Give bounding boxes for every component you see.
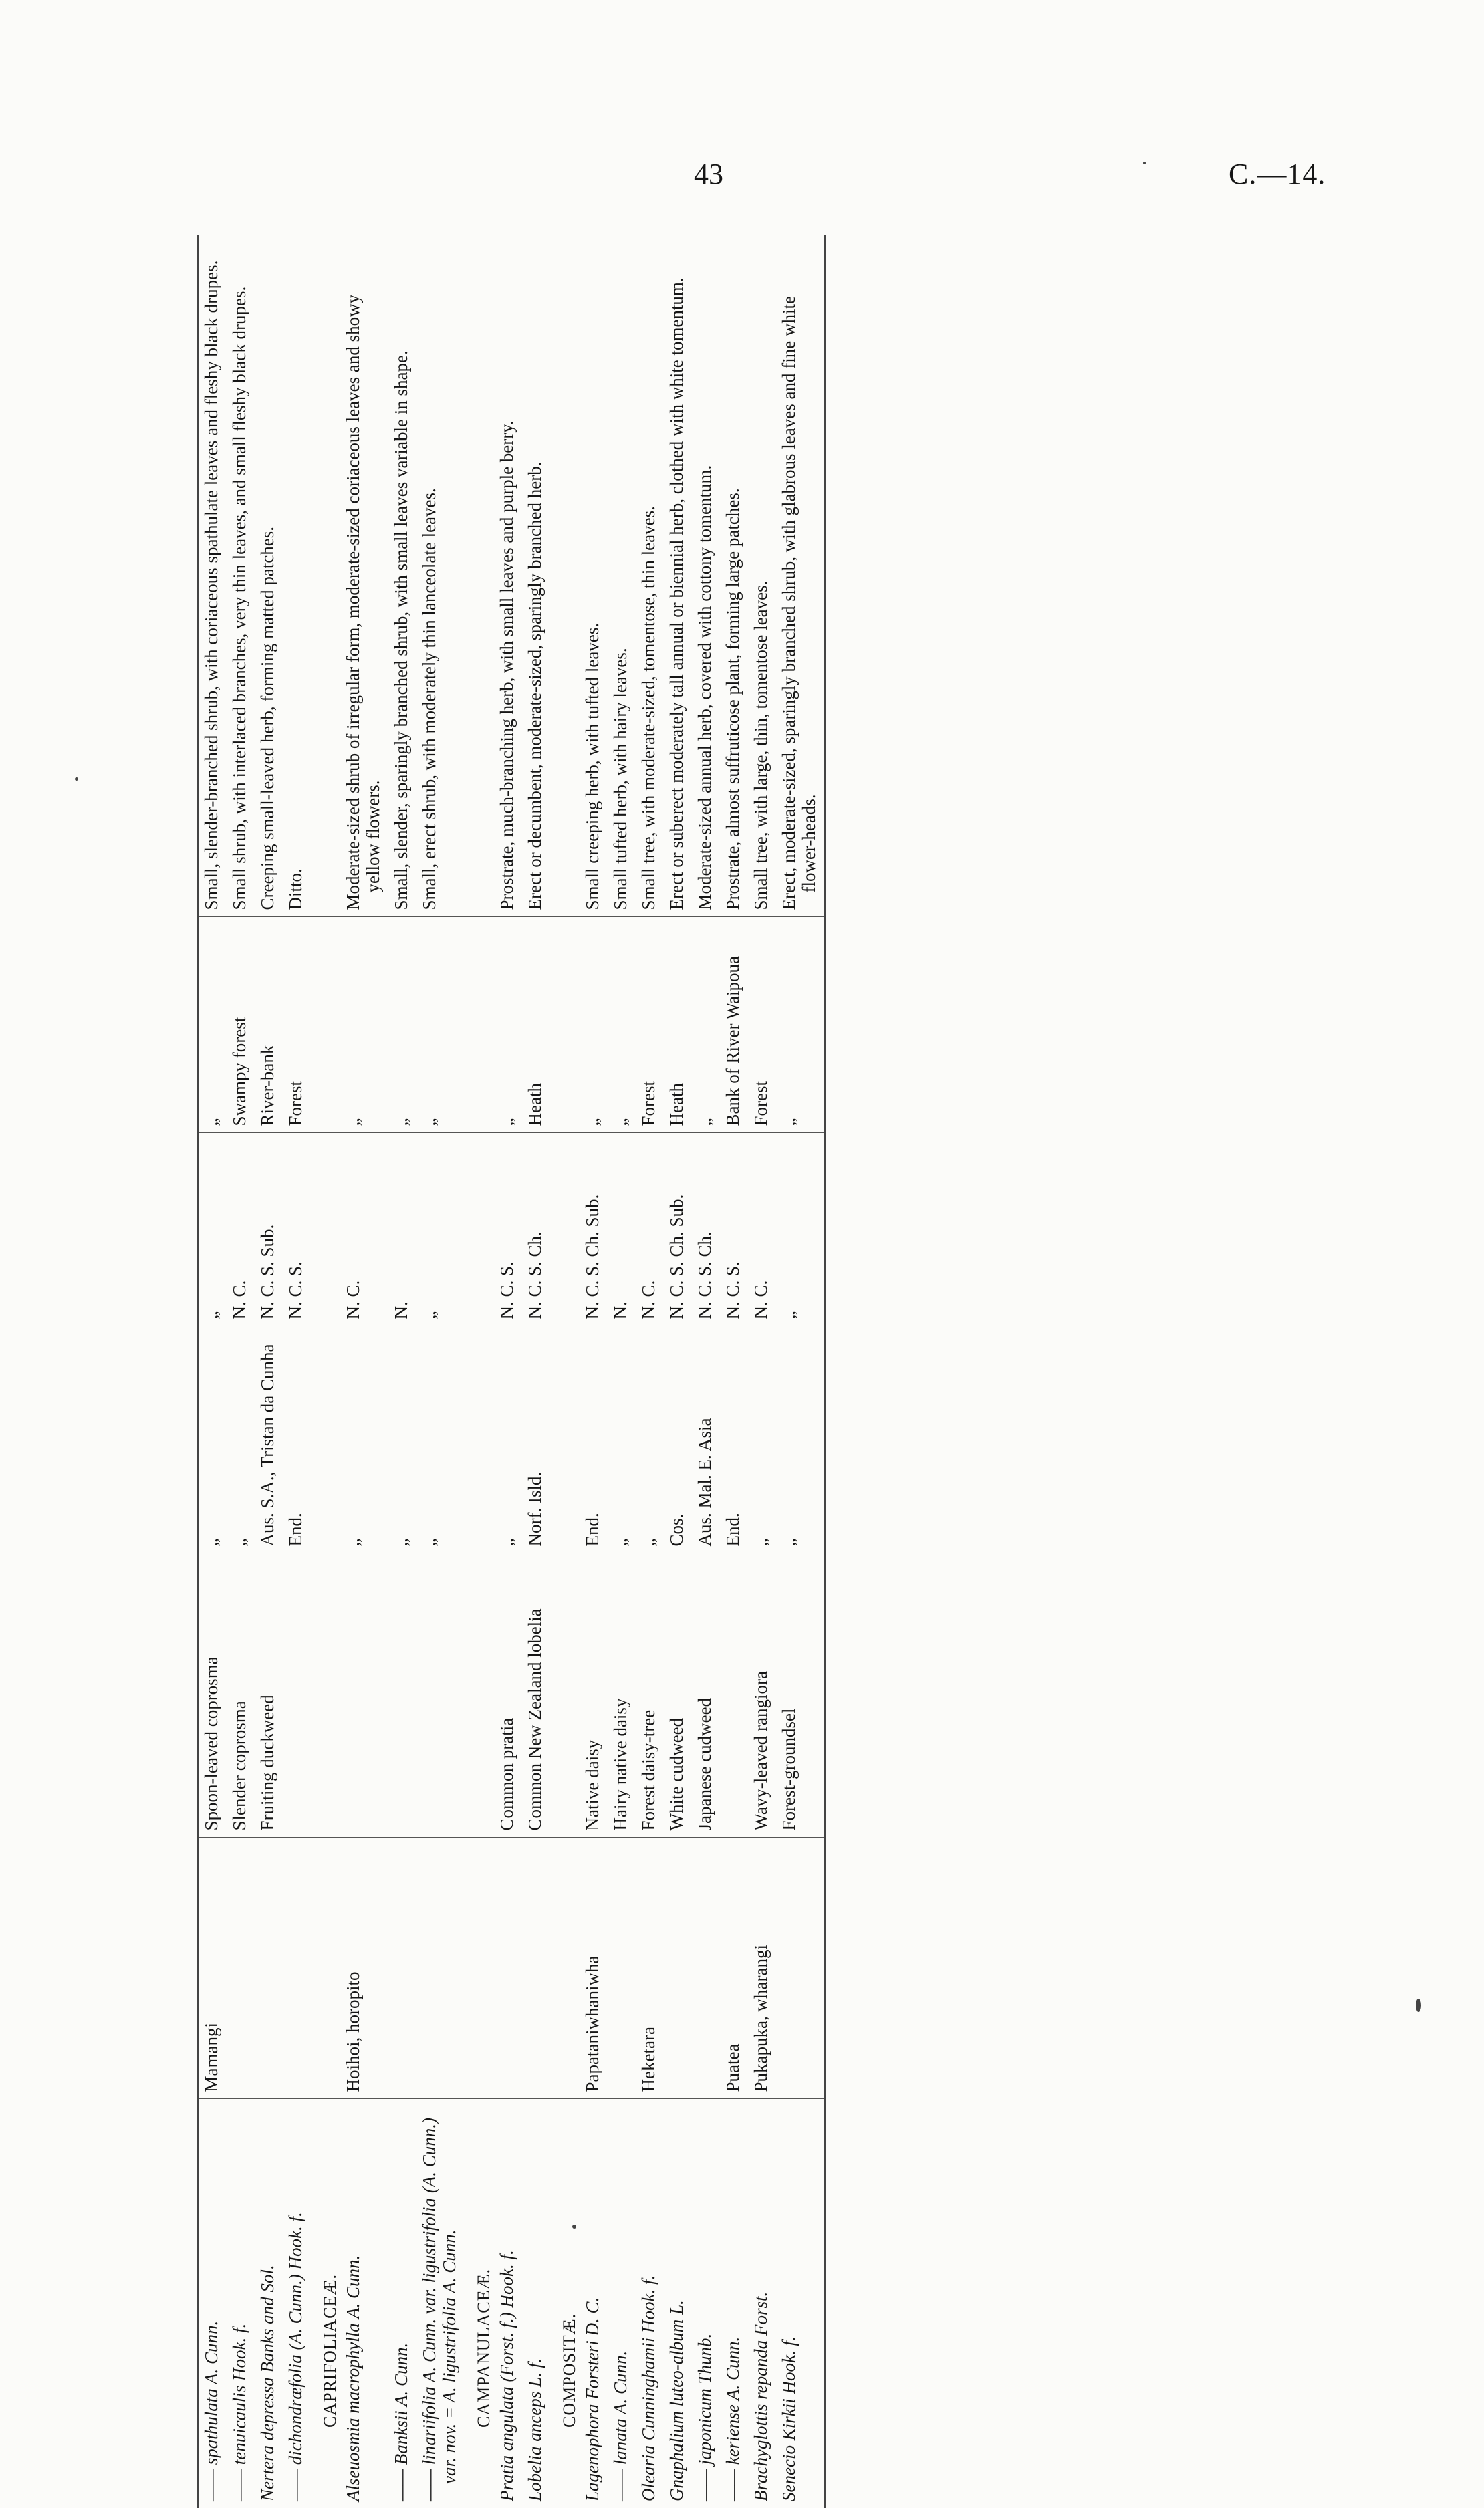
description-cell: Small shrub, with interlaced branches, very thin leaves, and small fleshy black drupes. [227, 235, 255, 917]
common-cell: Spoon-leaved coprosma [198, 1553, 227, 1838]
range-cell: „ [416, 1326, 465, 1553]
species-cell: Gnaphalium luteo-album L. [666, 2300, 687, 2501]
empty-cell [465, 1133, 494, 1326]
description-cell: Small tree, with moderate-sized, tomentose, thin leaves. [636, 235, 664, 917]
maori-cell [776, 1838, 825, 2099]
maori-cell: Heketara [636, 1838, 664, 2099]
species-cell: Nertera depressa Banks and Sol. [257, 2265, 277, 2501]
districts-cell: N. C. [227, 1133, 255, 1326]
common-cell: Forest-groundsel [776, 1553, 825, 1838]
maori-cell [608, 1838, 636, 2099]
habitat-cell: „ [494, 917, 522, 1133]
habitat-cell: Forest [636, 917, 664, 1133]
species-cell: Senecio Kirkii Hook. f. [776, 2099, 825, 2508]
districts-cell: N. C. S. Ch. Sub. [664, 1133, 692, 1326]
common-cell [388, 1553, 416, 1838]
scan-speck [572, 2225, 576, 2229]
range-cell: „ [198, 1326, 227, 1553]
family-heading: CAMPANULACEÆ. [474, 2268, 493, 2428]
table-row [720, 235, 748, 2508]
maori-cell [494, 1838, 522, 2099]
common-cell: Fruiting duckweed [255, 1553, 283, 1838]
table-row [255, 235, 283, 2508]
districts-cell: „ [776, 1133, 825, 1326]
range-cell: „ [494, 1326, 522, 1553]
common-cell [416, 1553, 465, 1838]
family-heading-row [465, 235, 494, 2508]
species-table [197, 235, 826, 2508]
table-row [776, 235, 825, 2508]
common-cell: Japanese cudweed [692, 1553, 720, 1838]
habitat-cell: Forest [748, 917, 776, 1133]
habitat-cell: Heath [522, 917, 550, 1133]
districts-cell: N. C. S. Ch. [692, 1133, 720, 1326]
description-cell: Erect or suberect moderately tall annual or biennial herb, clothed with white tomentum. [664, 235, 692, 917]
empty-cell [311, 1133, 340, 1326]
description-cell: Erect or decumbent, moderate-sized, sparingly branched herb. [522, 235, 550, 917]
empty-cell [465, 1326, 494, 1553]
habitat-cell: „ [692, 917, 720, 1133]
scan-speck [1416, 1999, 1421, 2012]
species-cell: Olearia Cunninghamii Hook. f. [638, 2275, 658, 2501]
range-cell: „ [776, 1326, 825, 1553]
districts-cell: N. C. S. Ch. Sub. [580, 1133, 608, 1326]
rotated-species-table [197, 235, 1193, 2508]
species-cell: —— keriense A. Cunn. [723, 2336, 743, 2501]
districts-cell: N. [608, 1133, 636, 1326]
habitat-cell: „ [198, 917, 227, 1133]
empty-cell [311, 917, 340, 1133]
maori-cell: Puatea [720, 1838, 748, 2099]
districts-cell: „ [416, 1133, 465, 1326]
species-cell: Alseuosmia macrophylla A. Cunn. [343, 2255, 363, 2501]
districts-cell: N. C. [340, 1133, 388, 1326]
range-cell: „ [748, 1326, 776, 1553]
description-cell: Small, slender-branched shrub, with coriaceous spathulate leaves and fleshy black drupes. [198, 235, 227, 917]
description-cell: Small, slender, sparingly branched shrub, with small leaves variable in shape. [388, 235, 416, 917]
range-cell: End. [580, 1326, 608, 1553]
empty-cell [550, 917, 580, 1133]
empty-cell [311, 1553, 340, 1838]
range-cell: „ [340, 1326, 388, 1553]
description-cell: Moderate-sized shrub of irregular form, moderate-sized coriaceous leaves and showy yellow flowers. [340, 235, 388, 917]
empty-cell [465, 1553, 494, 1838]
table-row [580, 235, 608, 2508]
family-heading-row [311, 235, 340, 2508]
family-heading-row [550, 235, 580, 2508]
scan-speck [1143, 162, 1146, 164]
habitat-cell: „ [580, 917, 608, 1133]
empty-cell [311, 235, 340, 917]
scan-speck [75, 777, 78, 781]
maori-cell: Papataniwhaniwha [580, 1838, 608, 2099]
page-number: 43 [694, 158, 723, 191]
common-cell: Slender coprosma [227, 1553, 255, 1838]
habitat-cell: River-bank [255, 917, 283, 1133]
maori-cell [283, 1838, 311, 2099]
range-cell: Aus. S.A., Tristan da Cunha [255, 1326, 283, 1553]
maori-cell: Mamangi [198, 1838, 227, 2099]
empty-cell [550, 1326, 580, 1553]
table-row [664, 235, 692, 2508]
table-row [748, 235, 776, 2508]
range-cell: Norf. Isld. [522, 1326, 550, 1553]
family-heading: COMPOSITÆ. [560, 2313, 579, 2428]
maori-cell [522, 1838, 550, 2099]
habitat-cell: „ [608, 917, 636, 1133]
range-cell: „ [227, 1326, 255, 1553]
table-row [340, 235, 388, 2508]
maori-cell [664, 1838, 692, 2099]
common-cell [283, 1553, 311, 1838]
table-row [198, 235, 227, 2508]
common-cell: White cudweed [664, 1553, 692, 1838]
table-row [283, 235, 311, 2508]
common-cell: Common pratia [494, 1553, 522, 1838]
empty-cell [550, 1838, 580, 2099]
table-row [388, 235, 416, 2508]
table-row [636, 235, 664, 2508]
table-row [522, 235, 550, 2508]
description-cell: Small, erect shrub, with moderately thin lanceolate leaves. [416, 235, 465, 917]
maori-cell [227, 1838, 255, 2099]
empty-cell [311, 1326, 340, 1553]
districts-cell: N. [388, 1133, 416, 1326]
species-cell: —— spathulata A. Cunn. [198, 2099, 227, 2508]
districts-cell: N. C. S. Sub. [255, 1133, 283, 1326]
family-heading: CAPRIFOLIACEÆ. [320, 2274, 340, 2428]
range-cell: „ [388, 1326, 416, 1553]
habitat-cell: „ [388, 917, 416, 1133]
description-cell: Creeping small-leaved herb, forming matted patches. [255, 235, 283, 917]
description-cell: Erect, moderate-sized, sparingly branched shrub, with glabrous leaves and fine white flower-heads. [776, 235, 825, 917]
description-cell: Small creeping herb, with tufted leaves. [580, 235, 608, 917]
habitat-cell: „ [416, 917, 465, 1133]
habitat-cell: Heath [664, 917, 692, 1133]
districts-cell: N. C. S. [720, 1133, 748, 1326]
common-cell [340, 1553, 388, 1838]
species-cell: Pratia angulata (Forst. f.) Hook. f. [497, 2250, 517, 2501]
common-cell: Native daisy [580, 1553, 608, 1838]
empty-cell [465, 235, 494, 917]
range-cell: End. [283, 1326, 311, 1553]
districts-cell: N. C. [748, 1133, 776, 1326]
description-cell: Ditto. [283, 235, 311, 917]
empty-cell [465, 917, 494, 1133]
table-row [608, 235, 636, 2508]
maori-cell [388, 1838, 416, 2099]
common-cell: Hairy native daisy [608, 1553, 636, 1838]
maori-cell: Pukapuka, wharangi [748, 1838, 776, 2099]
description-cell: Prostrate, almost suffruticose plant, forming large patches. [720, 235, 748, 917]
table-row [692, 235, 720, 2508]
species-cell: —— japonicum Thunb. [695, 2333, 715, 2501]
species-cell: —— tenuicaulis Hook. f. [229, 2323, 249, 2501]
habitat-cell: Forest [283, 917, 311, 1133]
maori-cell [255, 1838, 283, 2099]
districts-cell: „ [198, 1133, 227, 1326]
empty-cell [550, 235, 580, 917]
habitat-cell: „ [776, 917, 825, 1133]
species-cell: Lagenophora Forsteri D. C. [582, 2297, 602, 2501]
habitat-cell: „ [340, 917, 388, 1133]
districts-cell: N. C. S. Ch. [522, 1133, 550, 1326]
maori-cell [692, 1838, 720, 2099]
description-cell: Prostrate, much-branching herb, with small leaves and purple berry. [494, 235, 522, 917]
description-cell: Small tufted herb, with hairy leaves. [608, 235, 636, 917]
table-row [494, 235, 522, 2508]
districts-cell: N. C. S. [494, 1133, 522, 1326]
species-cell: Lobelia anceps L. f. [525, 2358, 545, 2501]
districts-cell: N. C. S. [283, 1133, 311, 1326]
description-cell: Small tree, with large, thin, tomentose leaves. [748, 235, 776, 917]
maori-cell [416, 1838, 465, 2099]
table-row [416, 235, 465, 2508]
range-cell: End. [720, 1326, 748, 1553]
empty-cell [311, 1838, 340, 2099]
common-cell: Forest daisy-tree [636, 1553, 664, 1838]
species-cell: —— lanata A. Cunn. [610, 2350, 630, 2501]
habitat-cell: Swampy forest [227, 917, 255, 1133]
species-cell: —— dichondræfolia (A. Cunn.) Hook. f. [285, 2212, 305, 2501]
maori-cell: Hoihoi, horopito [340, 1838, 388, 2099]
common-cell: Common New Zealand lobelia [522, 1553, 550, 1838]
empty-cell [465, 1838, 494, 2099]
species-cell: —— linariifolia A. Cunn. var. ligustrifolia (A. Cunn.) var. nov. = A. ligustrifolia A. Cunn. [419, 2117, 459, 2501]
empty-cell [550, 1133, 580, 1326]
species-cell: Brachyglottis repanda Forst. [751, 2291, 771, 2501]
range-cell: „ [636, 1326, 664, 1553]
description-cell: Moderate-sized annual herb, covered with cottony tomentum. [692, 235, 720, 917]
table-row [227, 235, 255, 2508]
common-cell: Wavy-leaved rangiora [748, 1553, 776, 1838]
range-cell: Cos. [664, 1326, 692, 1553]
range-cell: „ [608, 1326, 636, 1553]
habitat-cell: Bank of River Waipoua [720, 917, 748, 1133]
districts-cell: N. C. [636, 1133, 664, 1326]
empty-cell [550, 1553, 580, 1838]
range-cell: Aus. Mal. E. Asia [692, 1326, 720, 1553]
common-cell [720, 1553, 748, 1838]
page-reference: C.—14. [1229, 158, 1326, 191]
species-cell: —— Banksii A. Cunn. [391, 2342, 411, 2501]
